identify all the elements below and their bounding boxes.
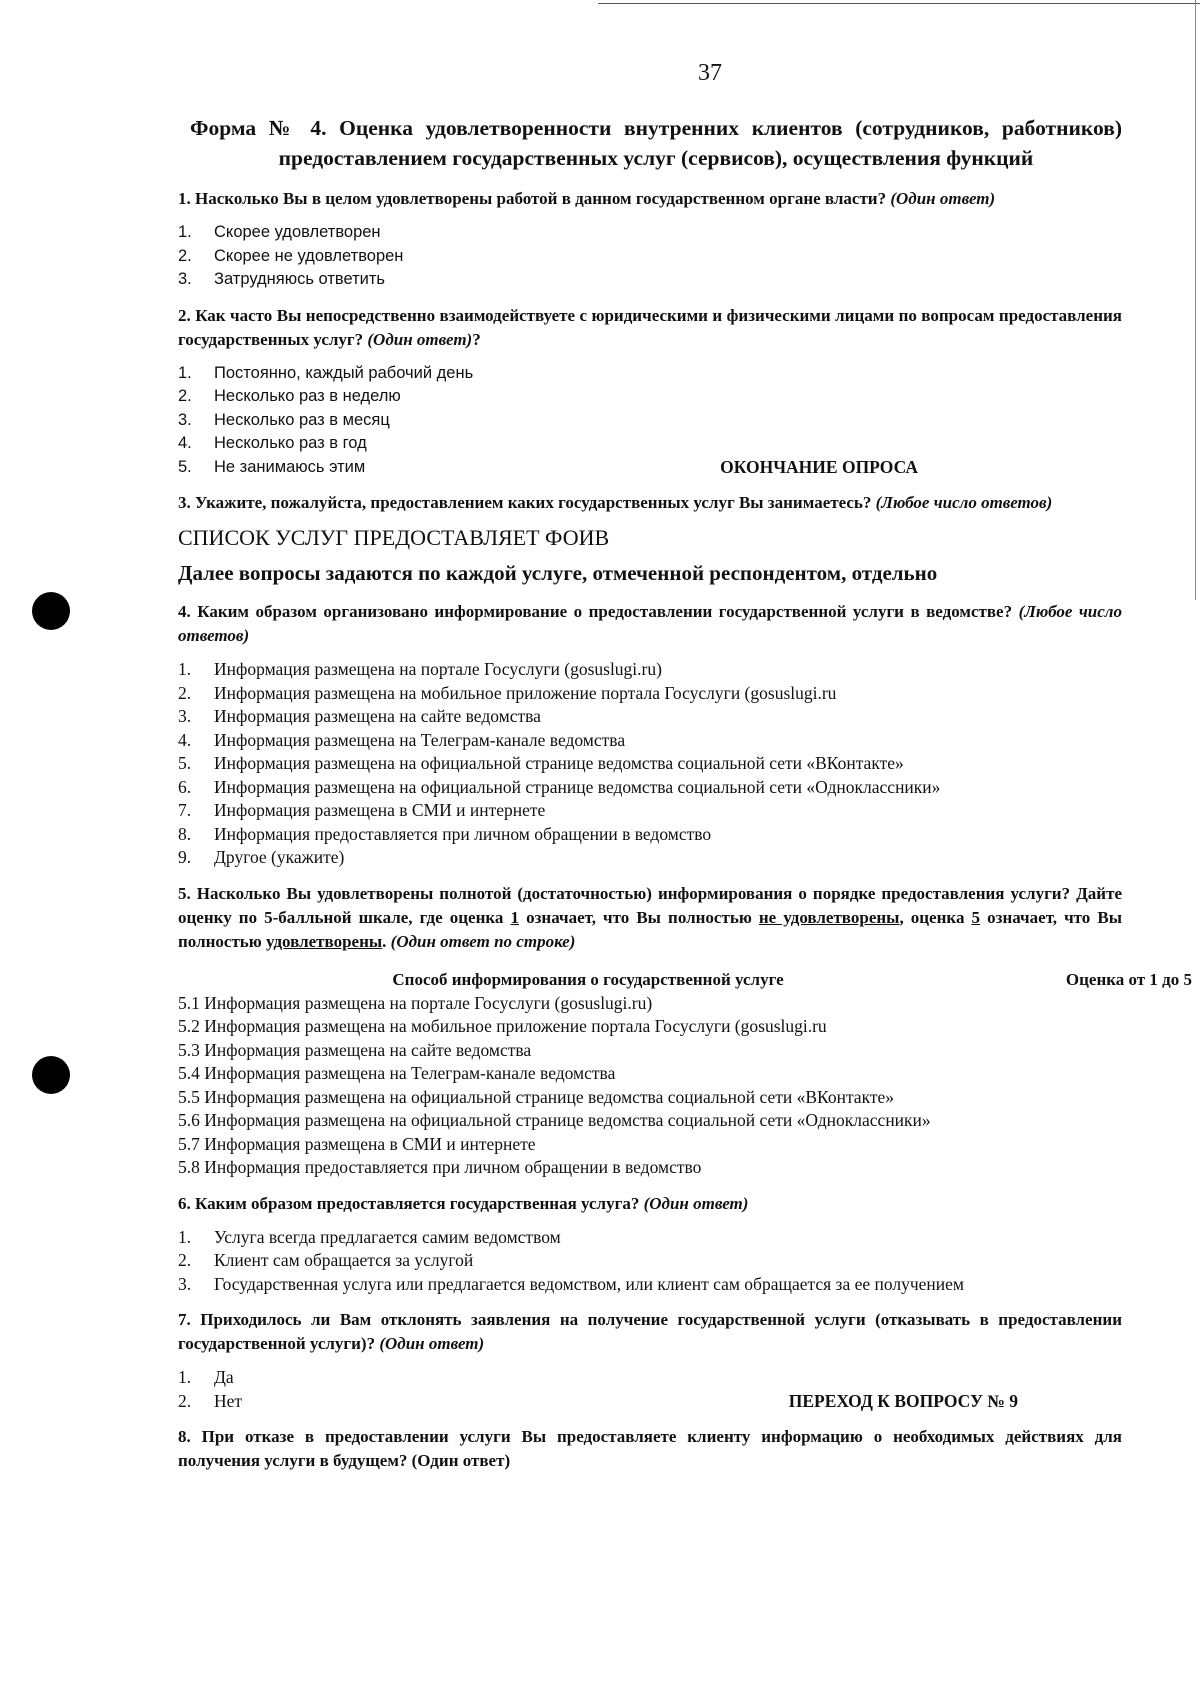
- options-q7: [178, 1366, 1122, 1413]
- question-text: 3. Укажите, пожалуйста, предоставлением каких государственных услуг Вы занимаетесь?: [178, 493, 872, 512]
- option-item[interactable]: 3. Государственная услуга или предлагается ведомством, или клиент сам обращается за ее получением: [178, 1273, 965, 1294]
- option-item[interactable]: 2. Нет ПЕРЕХОД К ВОПРОСУ № 9: [178, 1390, 1018, 1414]
- rating-row[interactable]: 5.1 Информация размещена на портале Госуслуги (gosuslugi.ru): [178, 992, 653, 1013]
- per-service-note: Далее вопросы задаются по каждой услуге, отмеченной респондентом, отдельно: [178, 561, 938, 585]
- score-low: 1: [510, 907, 519, 927]
- option-item[interactable]: 5. Не занимаюсь этим ОКОНЧАНИЕ ОПРОСА: [178, 456, 918, 480]
- options-q1: [178, 221, 1122, 292]
- option-item[interactable]: 1. Информация размещена на портале Госуслуги (gosuslugi.ru): [178, 659, 662, 679]
- rating-row[interactable]: 5.7 Информация размещена в СМИ и интернете: [178, 1133, 536, 1154]
- question-text: 6. Каким образом предоставляется государственная услуга?: [178, 1193, 640, 1213]
- options-q2: [178, 362, 1122, 480]
- question-text: 8. При отказе в предоставлении услуги Вы предоставляете клиенту информацию о необходимых действиях для получения услуги в будущем? (Один ответ): [178, 1427, 1122, 1470]
- end-survey-note: ОКОНЧАНИЕ ОПРОСА: [720, 456, 918, 477]
- option-item[interactable]: 3. Несколько раз в месяц: [178, 410, 390, 429]
- question-text: 2. Как часто Вы непосредственно взаимодействуете с юридическими и физическими лицами по вопросам предоставления государственных услуг?: [178, 305, 1122, 349]
- option-item[interactable]: 2. Информация размещена на мобильное приложение портала Госуслуги (gosuslugi.ru: [178, 682, 837, 703]
- question-text: 4. Каким образом организовано информирование о предоставлении государственной услуги в ведомстве?: [178, 602, 1013, 621]
- question-text: 7. Приходилось ли Вам отклонять заявления на получение государственной услуги (отказывать в предоставлении государственной услуги)?: [178, 1310, 1122, 1353]
- scan-top-line: [598, 3, 1200, 4]
- rating-row[interactable]: 5.3 Информация размещена на сайте ведомства: [178, 1039, 532, 1060]
- option-item[interactable]: 4. Информация размещена на Телеграм-канале ведомства: [178, 729, 626, 750]
- question-1: [178, 187, 1122, 211]
- scan-right-edge: [1195, 0, 1196, 600]
- skip-note: ПЕРЕХОД К ВОПРОСУ № 9: [788, 1390, 1018, 1411]
- option-item[interactable]: 1. Да: [178, 1367, 234, 1387]
- answer-hint: (Один ответ): [890, 189, 996, 208]
- question-4: [178, 600, 1122, 648]
- document-page: [178, 60, 1192, 1483]
- column-score: Оценка от 1 до 5: [1065, 969, 1192, 989]
- rating-row[interactable]: 5.8 Информация предоставляется при личном обращении в ведомство: [178, 1157, 702, 1177]
- answer-hint: (Один ответ): [643, 1193, 749, 1213]
- question-7: [178, 1308, 1122, 1356]
- rating-row[interactable]: 5.4 Информация размещена на Телеграм-канале ведомства: [178, 1063, 616, 1083]
- services-list-note: СПИСОК УСЛУГ ПРЕДОСТАВЛЯЕТ ФОИВ: [178, 525, 610, 550]
- rating-table-header: [178, 969, 1192, 990]
- question-2: 2. Как часто Вы непосредственно взаимодействуете с юридическими и физическими лицами по вопросам предоставления государственных услуг? (Один ответ)?: [178, 305, 1122, 349]
- rating-row[interactable]: 5.2 Информация размещена на мобильное приложение портала Госуслуги (gosuslugi.ru: [178, 1016, 827, 1036]
- question-8: [178, 1425, 1122, 1473]
- question-text: 1. Насколько Вы в целом удовлетворены работой в данном государственном органе власти?: [178, 189, 887, 208]
- option-item[interactable]: 2. Несколько раз в неделю: [178, 387, 401, 405]
- answer-hint: (Один ответ по строке): [390, 931, 576, 951]
- option-item[interactable]: 9. Другое (укажите): [178, 847, 345, 867]
- option-item[interactable]: 3. Информация размещена на сайте ведомства: [178, 706, 541, 726]
- option-item[interactable]: 5. Информация размещена на официальной странице ведомства социальной сети «ВКонтакте»: [178, 753, 904, 773]
- option-item[interactable]: 1. Скорее удовлетворен: [178, 223, 381, 241]
- option-item[interactable]: 1. Постоянно, каждый рабочий день: [178, 363, 474, 382]
- rating-row[interactable]: 5.6 Информация размещена на официальной странице ведомства социальной сети «Одноклассники»: [178, 1110, 931, 1130]
- options-q6: [178, 1226, 1122, 1297]
- option-item[interactable]: 6. Информация размещена на официальной странице ведомства социальной сети «Одноклассники»: [178, 776, 941, 797]
- option-item[interactable]: 3. Затрудняюсь ответить: [178, 270, 386, 288]
- punch-hole: [32, 592, 70, 630]
- question-6: [178, 1192, 1122, 1216]
- column-method: Способ информирования о государственной услуге: [392, 969, 784, 989]
- option-item[interactable]: 2. Скорее не удовлетворен: [178, 246, 404, 265]
- option-item[interactable]: 4. Несколько раз в год: [178, 434, 367, 452]
- page-number: 37: [698, 60, 722, 86]
- option-item[interactable]: 8. Информация предоставляется при личном обращении в ведомство: [178, 823, 712, 844]
- form-title: Форма № 4. Оценка удовлетворенности внутренних клиентов (сотрудников, работников) предоставлением государственных услуг (сервисов), осуществления функций: [190, 116, 1122, 170]
- question-3: [178, 491, 1122, 515]
- option-item[interactable]: 7. Информация размещена в СМИ и интернете: [178, 800, 546, 820]
- question-5: 5. Насколько Вы удовлетворены полнотой (достаточностью) информирования о порядке предоставления услуги? Дайте оценку по 5-балльной шкале, где оценка 1 означает, что Вы полностью не удовлетворены, оценка 5 означает, что Вы полностью удовлетворены. (Один ответ по строке): [178, 883, 1122, 951]
- punch-hole: [32, 1056, 70, 1094]
- score-high: 5: [971, 907, 981, 927]
- answer-hint: (Любое число ответов): [875, 493, 1053, 512]
- answer-hint: (Один ответ): [367, 329, 473, 349]
- options-q4: [178, 658, 1122, 870]
- answer-hint: (Любое число ответов): [178, 602, 1122, 645]
- option-item[interactable]: 1. Услуга всегда предлагается самим ведомством: [178, 1226, 561, 1247]
- option-item[interactable]: 2. Клиент сам обращается за услугой: [178, 1250, 474, 1270]
- answer-hint: (Один ответ): [379, 1334, 485, 1353]
- rating-row[interactable]: 5.5 Информация размещена на официальной странице ведомства социальной сети «ВКонтакте»: [178, 1086, 895, 1107]
- rating-table-rows: [178, 992, 1122, 1180]
